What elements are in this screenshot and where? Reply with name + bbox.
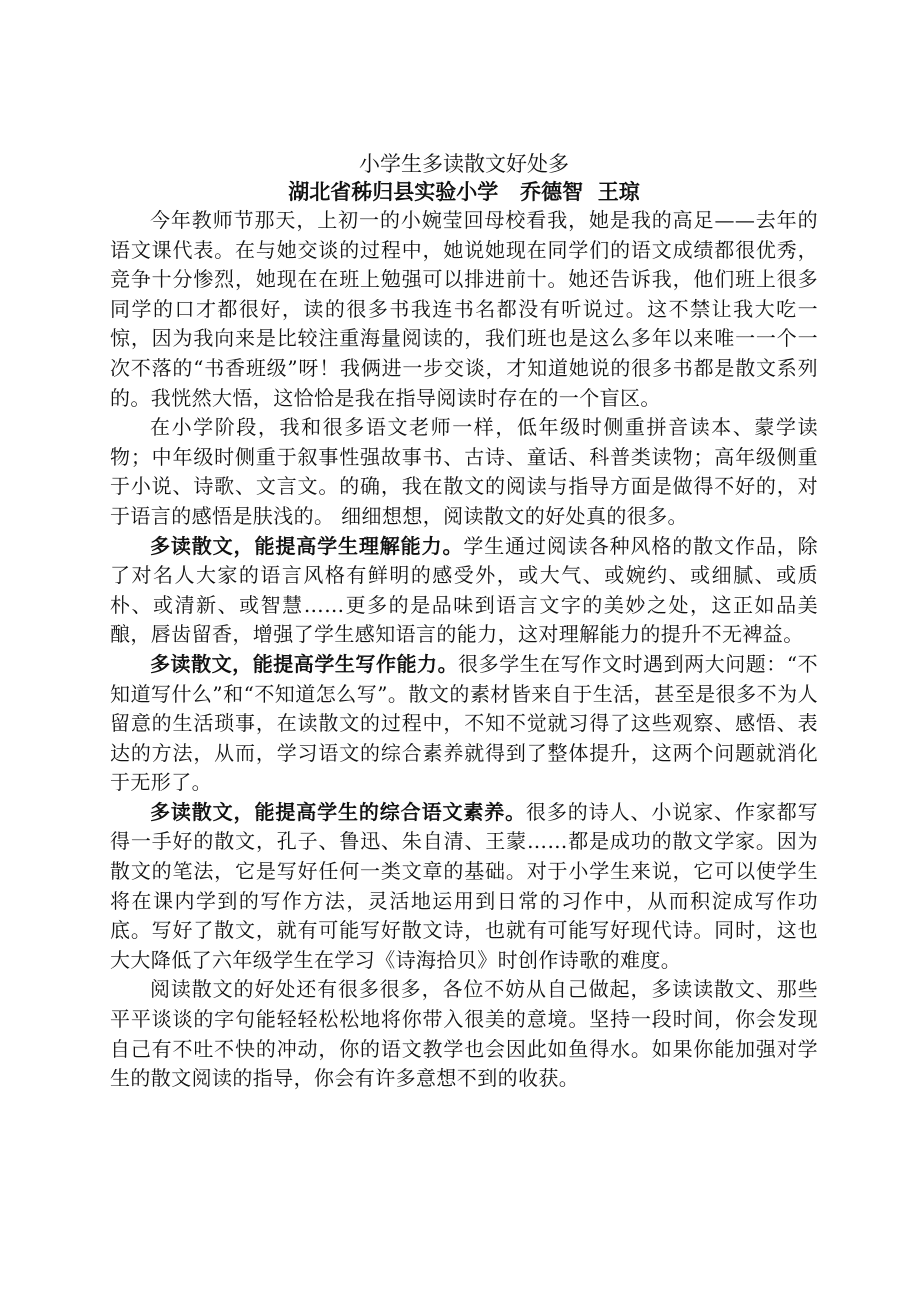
paragraph-4-lead: 多读散文，能提高学生写作能力。 — [150, 651, 459, 676]
paragraph-4-text: 很多学生在写作文时遇到两大问题：“不知道写什么”和“不知道怎么写”。散文的素材皆来自于生活，甚至是很多不为人留意的生活琐事，在读散文的过程中，不知不觉就习得了这些观察、感悟、表达的方法，从而，学习语文的综合素养就得到了整体提升，这两个问题就消化于无形了。 — [110, 651, 818, 795]
document-page — [110, 150, 818, 1094]
paragraph-6-text: 阅读散文的好处还有很多很多，各位不妨从自己做起，多读读散文、那些平平谈谈的字句能轻轻松松地将你带入很美的意境。坚持一段时间，你会发现自己有不吐不快的冲动，你的语文教学也会因此如鱼得水。如果你能加强对学生的散文阅读的指导，你会有许多意想不到的收获。 — [110, 977, 818, 1091]
paragraph-1-text: 今年教师节那天，上初一的小婉莹回母校看我，她是我的高足——去年的语文课代表。在与她交谈的过程中，她说她现在同学们的语文成绩都很优秀，竞争十分惨烈，她现在在班上勉强可以排进前十。她还告诉我，他们班上很多同学的口才都很好，读的很多书我连书名都没有听说过。这不禁让我大吃一惊，因为我向来是比较注重海量阅读的，我们班也是这么多年以来唯一一个一次不落的“书香班级”呀！我俩进一步交谈，才知道她说的很多书都是散文系列的。我恍然大悟，这恰恰是我在指导阅读时存在的一个盲区。 — [110, 208, 818, 410]
article-title: 小学生多读散文好处多 — [359, 152, 569, 176]
paragraph-4 — [110, 650, 818, 798]
paragraph-2 — [110, 413, 818, 531]
paragraph-1 — [110, 206, 818, 413]
paragraph-2-text: 在小学阶段，我和很多语文老师一样，低年级时侧重拼音读本、蒙学读物；中年级时侧重于叙事性强故事书、古诗、童话、科普类读物；高年级侧重于小说、诗歌、文言文。的确，我在散文的阅读与指导方面是做得不好的，对于语言的感悟是肤浅的。 细细想想，阅读散文的好处真的很多。 — [110, 415, 818, 528]
paragraph-5 — [110, 798, 818, 976]
paragraph-3-text: 学生通过阅读各种风格的散文作品，除了对名人大家的语言风格有鲜明的感受外，或大气、或婉约、或细腻、或质朴、或清新、或智慧……更多的是品味到语言文字的美妙之处，这正如品美酿，唇齿留香，增强了学生感知语言的能力，这对理解能力的提升不无裨益。 — [110, 533, 818, 647]
article-byline: 湖北省秭归县实验小学 乔德智 王琼 — [288, 179, 640, 204]
paragraph-5-lead: 多读散文，能提高学生的综合语文素养。 — [150, 799, 527, 824]
paragraph-3 — [110, 532, 818, 650]
paragraph-6 — [110, 975, 818, 1093]
paragraph-5-text: 很多的诗人、小说家、作家都写得一手好的散文，孔子、鲁迅、朱自清、王蒙……都是成功的散文学家。因为散文的笔法，它是写好任何一类文章的基础。对于小学生来说，它可以使学生将在课内学到的写作方法，灵活地运用到日常的习作中，从而积淀成写作功底。写好了散文，就有可能写好散文诗，也就有可能写好现代诗。同时，这也大大降低了六年级学生在学习《诗海拾贝》时创作诗歌的难度。 — [110, 799, 818, 972]
paragraph-3-lead: 多读散文，能提高学生理解能力。 — [150, 533, 464, 558]
